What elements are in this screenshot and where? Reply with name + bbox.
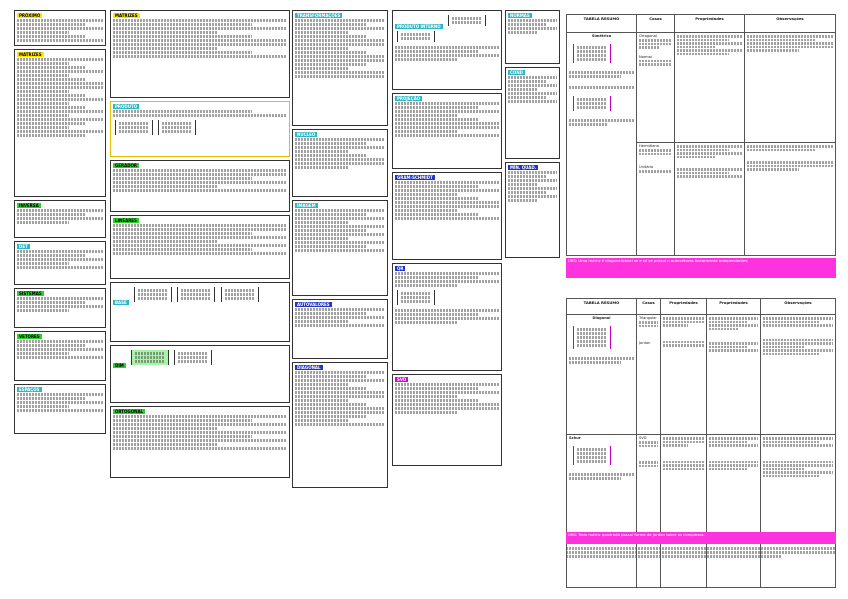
table2-props-cell-1 (661, 315, 707, 435)
table1-row-label-0: Simétrica (591, 34, 612, 38)
header-col5-cond: COND (510, 70, 524, 75)
box-col2-dim (110, 345, 290, 403)
table1-col-obs: Observações (745, 15, 836, 33)
header-col4-top: PRODUTO INTERNO (397, 24, 441, 29)
header-col2-product: PRODUTO (115, 104, 138, 109)
table1-row-label-1: Ortogonal (639, 34, 657, 38)
table2-row-label-2: Jordan (639, 341, 651, 346)
header-col3-image: IMAGEM (297, 203, 316, 208)
header-col2-generator: GERADOR (115, 163, 137, 168)
box-col1-top (14, 10, 106, 46)
header-col2-base: BASE (115, 300, 127, 305)
table1-props-cell-2 (675, 143, 745, 256)
column-5 (505, 10, 560, 261)
summary-table-1 (566, 14, 836, 256)
header-col1-spaces: ESPAÇOS (19, 387, 40, 392)
header-col4-gram-schmidt: GRAM-SCHMIDT (397, 175, 433, 180)
table1-row-label-3: Hermitiana (639, 144, 659, 148)
table2-obs-cell-1 (761, 315, 836, 435)
box-col5-least-squares (505, 162, 560, 258)
header-col1-matrices: MATRIZES (19, 52, 42, 57)
box-col3-image (292, 200, 388, 296)
header-col5-least-squares: MÍN. QUAD. (510, 165, 537, 170)
box-col2-top (110, 10, 290, 98)
box-col2-base (110, 282, 290, 342)
table2-col-props: Propriedades (661, 299, 707, 315)
table1-graphic-cell (567, 33, 637, 256)
table2-casos-cell-1 (637, 315, 661, 435)
table2-row-label-0: Diagonal (592, 316, 611, 320)
header-col3-kernel: NÚCLEO (297, 132, 316, 137)
column-4 (392, 10, 502, 469)
table2-col-obs: Observações (761, 299, 836, 315)
note-band-2: OBS: Toda matriz quadrada possui forma de Jordan sobre os complexos. (566, 532, 836, 544)
box-col1-inverse (14, 200, 106, 238)
note-band-1: OBS: Uma matriz é diagonalizável se e só se possui n autovetores linearmente independentes. (566, 258, 836, 278)
box-col4-projection (392, 93, 502, 169)
table2-obs-cell-2 (761, 435, 836, 588)
table2-row-label-4: SVD (639, 436, 647, 440)
header-col1-inverse: INVERSA (19, 203, 39, 208)
matrix-graphic-2 (158, 120, 196, 135)
box-col1-det (14, 241, 106, 285)
header-col2-dim: DIM (115, 363, 124, 368)
header-col2-linear: LINEARES (115, 218, 137, 223)
header-col1-top: PRÓXIMO (19, 13, 41, 18)
header-col3-eigen: AUTOVALORES (297, 302, 330, 307)
box-col2-generator (110, 160, 290, 212)
header-col4-svd: SVD (397, 377, 407, 382)
box-col4-top (392, 10, 502, 90)
box-col1-matrices (14, 49, 106, 197)
header-col3-top: TRANSFORMAÇÕES (297, 13, 341, 18)
table1-obs-cell-2 (745, 143, 836, 256)
table1-casos-cell-2 (637, 143, 675, 256)
table1-casos-cell-1 (637, 33, 675, 143)
box-col3-kernel (292, 129, 388, 197)
header-col2-top: MATRIZES (115, 13, 138, 18)
box-col2-orthogonal (110, 406, 290, 478)
column-2 (110, 10, 290, 481)
box-col4-qr (392, 263, 502, 371)
box-col3-eigen (292, 299, 388, 359)
header-col4-qr: QR (397, 266, 404, 271)
table2-graphic-cell-1 (567, 315, 637, 435)
table1-row-label-4: Unitária (639, 165, 654, 170)
header-col2-orthogonal: ORTOGONAL (115, 409, 144, 414)
matrix-graphic-1 (115, 120, 153, 135)
header-col1-systems: SISTEMAS (19, 291, 42, 296)
table2-props2-cell-2 (707, 435, 761, 588)
box-col4-gram-schmidt (392, 172, 502, 260)
table2-props-cell-2 (661, 435, 707, 588)
table2-row-label-1: Triangular (639, 316, 657, 320)
table1-props-cell-1 (675, 33, 745, 143)
box-col2-linear (110, 215, 290, 279)
box-col3-diagonal (292, 362, 388, 488)
table2-col-casos: Casos (637, 299, 661, 315)
column-1 (14, 10, 106, 437)
box-col5-cond (505, 67, 560, 159)
table1-row-label-2: Normal (639, 54, 653, 59)
table1-col-casos: Casos (637, 15, 675, 33)
header-col3-diagonal: DIAGONAL (297, 365, 321, 370)
box-col1-systems (14, 288, 106, 328)
table1-col-props: Propriedades (675, 15, 745, 33)
table2-graphic-cell-2 (567, 435, 637, 588)
header-col1-det: DET (19, 244, 28, 249)
footer-notes (566, 546, 836, 559)
box-col4-svd (392, 374, 502, 466)
table2-row-label-3: Schur (569, 436, 581, 440)
box-col1-spaces (14, 384, 106, 434)
summary-table-2 (566, 298, 836, 588)
table2-props2-cell-1 (707, 315, 761, 435)
box-col3-top (292, 10, 388, 126)
table2-title: TABELA RESUMO (567, 299, 637, 315)
table2-col-props2: Propriedades (707, 299, 761, 315)
table1-obs-cell-1 (745, 33, 836, 143)
table1-title: TABELA RESUMO (567, 15, 637, 33)
header-col4-projection: PROJEÇÃO (397, 96, 421, 101)
box-col2-product (110, 101, 290, 157)
column-3 (292, 10, 388, 491)
table2-casos-cell-2 (637, 435, 661, 588)
header-col1-vectors: VETORES (19, 334, 40, 339)
header-col5-top: NORMAS (510, 13, 530, 18)
box-col5-top (505, 10, 560, 64)
box-col1-vectors (14, 331, 106, 381)
